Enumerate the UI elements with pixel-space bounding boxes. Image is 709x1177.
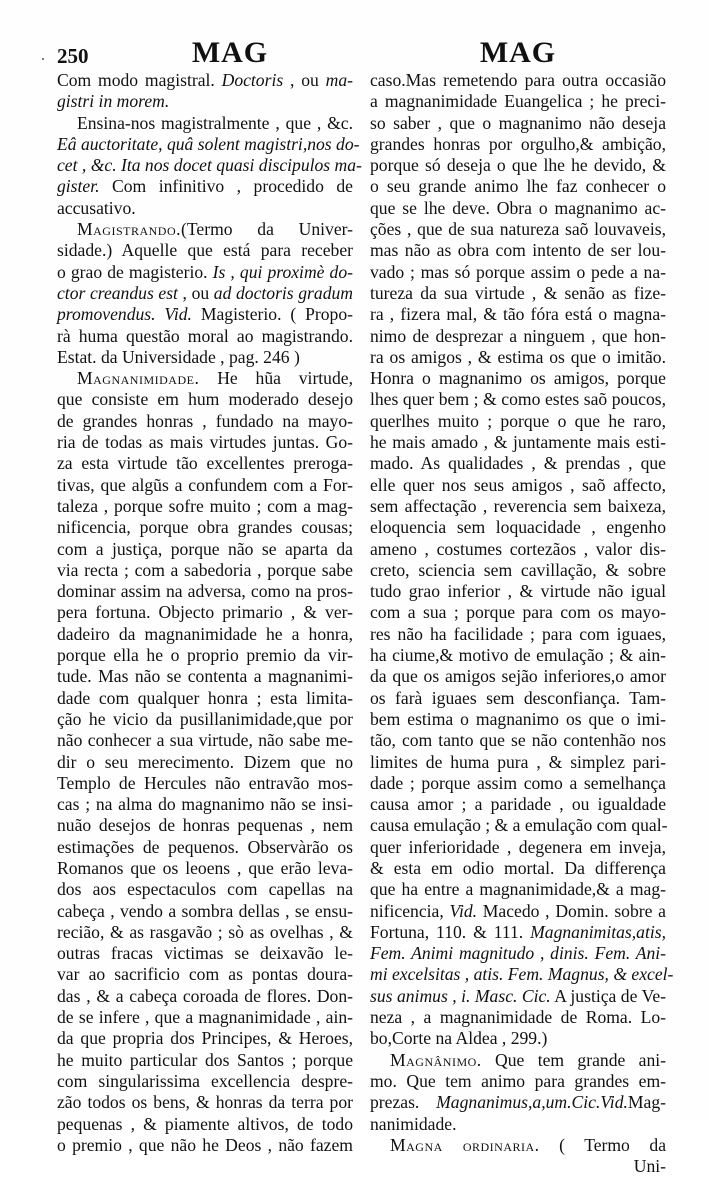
body-text: quer inferioridade , degenera em inveja, bbox=[370, 836, 666, 857]
body-text: (Termo da Univer- bbox=[181, 219, 353, 240]
text-line bbox=[370, 1135, 666, 1156]
body-text: ra , fizera mal, & tão fóra está o magna- bbox=[370, 304, 666, 325]
body-text: caso.Mas remetendo para outra occasião bbox=[370, 70, 666, 90]
body-text: dade com qualquer honra ; esta limita- bbox=[57, 687, 353, 708]
body-text: o grao de magisterio. bbox=[57, 261, 213, 282]
text-line bbox=[370, 645, 666, 666]
body-text: , ou bbox=[177, 282, 214, 303]
text-line bbox=[370, 1007, 666, 1028]
latin-italic-text: Is , qui proximè do- bbox=[212, 261, 353, 282]
text-line bbox=[57, 411, 353, 432]
text-line bbox=[370, 432, 666, 453]
body-text: var ao sacrificio com as pontas doura- bbox=[57, 964, 353, 985]
text-line bbox=[57, 666, 353, 687]
text-line bbox=[57, 964, 353, 985]
text-line bbox=[370, 879, 666, 900]
text-line bbox=[57, 645, 353, 666]
text-line bbox=[57, 133, 360, 155]
text-line bbox=[370, 240, 666, 261]
body-text: dominar assim na adversa, como na pros- bbox=[57, 581, 353, 602]
body-text: bem estima o magnanimo os que o imi- bbox=[370, 708, 666, 729]
text-line bbox=[57, 858, 353, 879]
text-line bbox=[370, 688, 666, 709]
text-line bbox=[370, 581, 666, 602]
latin-italic-text: Eâ auctoritate, quâ solent magistri,nos do- bbox=[57, 133, 360, 154]
body-text: o seu grande animo lhe faz conhecer o bbox=[370, 176, 666, 197]
body-text: tude. Mas não se contenta a magnanimi- bbox=[57, 666, 353, 687]
body-text: He hũa virtude, bbox=[199, 368, 353, 389]
text-line bbox=[57, 837, 353, 858]
latin-italic-text: ctor creandus est bbox=[57, 282, 178, 303]
latin-italic-text: ad doctoris gradum bbox=[213, 282, 354, 303]
body-text: porque só deseja o que lhe he devido, & bbox=[370, 155, 666, 176]
text-line bbox=[370, 624, 666, 645]
text-line bbox=[370, 943, 666, 964]
text-line bbox=[370, 496, 666, 517]
text-line bbox=[370, 1028, 666, 1049]
text-line bbox=[370, 602, 666, 623]
text-line bbox=[57, 262, 353, 283]
text-line bbox=[57, 581, 353, 602]
text-line bbox=[370, 70, 666, 91]
body-text: nificencia, porque obra grandes cousas; bbox=[57, 517, 353, 538]
text-line bbox=[57, 709, 353, 730]
text-line bbox=[57, 283, 353, 304]
body-text: nificencia, bbox=[370, 900, 450, 921]
body-text: accusativo. bbox=[57, 197, 136, 218]
body-text: Mag- bbox=[627, 1092, 666, 1113]
body-text: ( Termo da bbox=[539, 1134, 666, 1155]
text-line bbox=[370, 389, 666, 410]
body-text: Com infinitivo , procedido de bbox=[99, 176, 353, 197]
text-line bbox=[370, 198, 666, 219]
text-line bbox=[370, 1050, 666, 1071]
text-line bbox=[370, 901, 666, 922]
text-line bbox=[370, 539, 666, 560]
body-text: querlhes muito ; porque o que he raro, bbox=[370, 410, 666, 431]
body-text: vado ; mas só porque assim o pede a na- bbox=[370, 261, 666, 282]
text-line bbox=[370, 453, 666, 474]
text-line bbox=[370, 347, 666, 368]
body-text: da que os amigos sejão inferiores,o amor bbox=[370, 666, 666, 687]
text-line bbox=[370, 1071, 666, 1092]
body-text: dos aos espectaculos com capellas na bbox=[57, 879, 353, 900]
text-line bbox=[370, 964, 674, 985]
body-text: tão, com tanto que se não contenhão nos bbox=[370, 730, 666, 751]
text-line bbox=[370, 517, 666, 538]
body-text: so saber , que o magnanimo não deseja bbox=[370, 112, 666, 133]
latin-italic-text: gister. bbox=[57, 176, 100, 197]
body-text: Templo de Hercules não entravão mos- bbox=[57, 772, 353, 793]
text-line bbox=[57, 752, 353, 773]
body-text: dadeiro da magnanimidade he a honra, bbox=[57, 623, 353, 644]
text-line bbox=[57, 155, 362, 176]
text-line bbox=[57, 432, 353, 453]
body-text: recião, & as rasgavão ; sò as ovelhas , & bbox=[57, 921, 353, 942]
body-text: ameno , costumes cortezãos , valor dis- bbox=[370, 538, 666, 559]
text-line bbox=[57, 326, 353, 347]
body-text: não conhecer a sua virtude, não sabe me- bbox=[57, 730, 353, 751]
text-line bbox=[370, 176, 666, 197]
text-line bbox=[370, 1092, 666, 1113]
body-text: cabeça , vendo a sombra dellas , se ensu- bbox=[57, 900, 353, 921]
body-text: de grandes honras , fundado na mayo- bbox=[57, 410, 353, 431]
text-line bbox=[57, 219, 353, 240]
text-line bbox=[370, 219, 666, 240]
body-text: & esta em odio mortal. Da differença bbox=[370, 857, 666, 878]
body-text: Com modo magistral. bbox=[57, 70, 222, 90]
body-text: sidade.) Aquelle que está para receber bbox=[57, 240, 353, 261]
text-line bbox=[57, 1135, 353, 1156]
text-line bbox=[57, 986, 353, 1007]
body-text: porque ella he o proprio premio da vir- bbox=[57, 645, 353, 666]
latin-italic-text: mi excelsitas , atis. Fem. Magnus, & excel- bbox=[370, 964, 674, 985]
text-line bbox=[57, 794, 353, 815]
body-text: Ensina-nos magistralmente , que , &c. bbox=[77, 112, 353, 133]
text-line bbox=[370, 666, 666, 687]
body-text: das , & a cabeça coroada de flores. Don- bbox=[57, 985, 353, 1006]
text-line bbox=[370, 304, 666, 325]
body-text: zão todos os bens, & honras da terra por bbox=[57, 1092, 353, 1113]
text-line bbox=[57, 1092, 353, 1113]
body-text: mas não as obra com intento de ser lou- bbox=[370, 240, 666, 261]
latin-italic-text: Magnanimus,a,um.Cic.Vid. bbox=[436, 1092, 628, 1113]
text-line bbox=[370, 1156, 666, 1177]
body-text: , ou bbox=[283, 70, 326, 90]
text-line bbox=[57, 879, 353, 900]
print-speck bbox=[42, 58, 44, 60]
text-line bbox=[57, 389, 353, 410]
body-text: creto, sciencia sem cavillação, & sobre bbox=[370, 559, 666, 580]
body-text: Uni- bbox=[633, 1156, 666, 1177]
text-line bbox=[57, 517, 353, 538]
body-text: pera fortuna. Objecto primario , & ver- bbox=[57, 602, 353, 623]
text-line bbox=[57, 475, 353, 496]
headword: Magnanimidade. bbox=[77, 368, 200, 389]
text-line bbox=[370, 326, 666, 347]
body-text: rà huma questão moral ao magistrando. bbox=[57, 325, 353, 346]
right-text-column bbox=[370, 70, 674, 1177]
body-text: Que tem grande ani- bbox=[481, 1049, 666, 1070]
body-text: ção he vicio da pusillanimidade,que por bbox=[57, 708, 353, 729]
text-line bbox=[57, 560, 353, 581]
text-line bbox=[370, 837, 666, 858]
body-text: limites de huma pura , & simplez pari- bbox=[370, 751, 666, 772]
body-text: res não ha facilidade ; para com iguaes, bbox=[370, 623, 666, 644]
text-line bbox=[57, 624, 353, 645]
text-line bbox=[370, 283, 666, 304]
body-text: he mais amado , & juntamente mais esti- bbox=[370, 432, 666, 453]
body-text: nanimidade. bbox=[370, 1113, 457, 1134]
body-text: a magnanimidade Euangelica ; he preci- bbox=[370, 91, 666, 112]
text-line bbox=[57, 453, 353, 474]
text-line bbox=[370, 709, 666, 730]
headword: Magna ordinaria. bbox=[390, 1134, 540, 1155]
body-text: ções , que de sua natureza saõ louvaveis, bbox=[370, 219, 666, 240]
latin-italic-text: cet , &c. Ita nos docet quasi discipulos ma- bbox=[57, 155, 362, 176]
body-text: ra os amigos , & estima os que o imitão. bbox=[370, 346, 666, 367]
text-line bbox=[370, 730, 666, 751]
text-line bbox=[370, 560, 666, 581]
latin-italic-text: ma- bbox=[325, 70, 354, 90]
text-line bbox=[370, 113, 666, 134]
text-line bbox=[57, 176, 353, 197]
text-line bbox=[370, 773, 666, 794]
body-text: mado. As qualidades , & prendas , que bbox=[370, 453, 666, 474]
text-line bbox=[57, 368, 353, 389]
text-line bbox=[57, 539, 353, 560]
text-line bbox=[370, 752, 666, 773]
body-text: com singularissima excellencia despre- bbox=[57, 1070, 353, 1091]
latin-italic-text: Fem. Animi magnitudo , dinis. Fem. Ani- bbox=[370, 943, 666, 964]
body-text: que ha entre a magnanimidade,& a mag- bbox=[370, 879, 666, 900]
body-text: Macedo , Domin. sobre a bbox=[477, 900, 666, 921]
body-text: os farà iguaes sem desconfiança. Tam- bbox=[370, 687, 666, 708]
body-text: he muito particular dos Santos ; porque bbox=[57, 1049, 353, 1070]
body-text: lhes quer bem ; & como estes saõ poucos, bbox=[370, 389, 666, 410]
body-text: mo. Que tem animo para grandes em- bbox=[370, 1070, 666, 1091]
body-text: de se infere , que a magnanimidade , ain- bbox=[57, 1007, 353, 1028]
body-text: causa amor ; a paridade , ou igualdade bbox=[370, 794, 666, 815]
body-text: Honra o magnanimo os amigos, porque bbox=[370, 368, 666, 389]
body-text: com a justiça, porque não se aparta da bbox=[57, 538, 353, 559]
body-text: via recta ; com a sabedoria , porque sabe bbox=[57, 559, 353, 580]
body-text: A justiça de Ve- bbox=[550, 985, 666, 1006]
text-line bbox=[57, 730, 353, 751]
text-line bbox=[370, 815, 666, 836]
text-line bbox=[57, 1050, 353, 1071]
body-text: grandes honras por orgulho,& ambição, bbox=[370, 133, 666, 154]
page-number: 250 bbox=[57, 44, 89, 68]
latin-italic-text: Vid. bbox=[449, 900, 478, 921]
text-line bbox=[370, 475, 666, 496]
body-text: que consiste em hum moderado desejo bbox=[57, 389, 353, 410]
text-line bbox=[370, 922, 666, 943]
body-text: neza , a magnanimidade de Roma. Lo- bbox=[370, 1007, 666, 1028]
body-text: tudo grao inferior , & virtude não igual bbox=[370, 581, 666, 602]
body-text: Magisterio. ( Propo- bbox=[191, 304, 354, 325]
body-text: ha ciume,& motivo de emulação ; & ain- bbox=[370, 645, 666, 666]
text-line bbox=[57, 773, 353, 794]
text-line bbox=[57, 1007, 353, 1028]
text-line bbox=[370, 134, 666, 155]
text-line bbox=[57, 240, 353, 261]
text-line bbox=[370, 262, 666, 283]
text-line bbox=[57, 901, 353, 922]
body-text: Estat. da Universidade , pag. 246 ) bbox=[57, 346, 300, 367]
body-text: taleza , porque sofre muito ; com a mag- bbox=[57, 495, 353, 516]
text-line bbox=[57, 91, 353, 112]
text-line bbox=[370, 411, 666, 432]
body-text: outras fracas victimas se deixavão le- bbox=[57, 943, 353, 964]
text-line bbox=[57, 1071, 353, 1092]
latin-italic-text: promovendus. Vid. bbox=[57, 304, 192, 325]
body-text: elle quer nos seus amigos , saõ affecto, bbox=[370, 474, 666, 495]
text-line bbox=[57, 1114, 353, 1135]
latin-italic-text: Doctoris bbox=[221, 70, 284, 90]
text-line bbox=[370, 91, 666, 112]
body-text: za esta virtude tão excellentes preroga- bbox=[57, 453, 353, 474]
body-text: cas ; na alma do magnanimo não se insi- bbox=[57, 794, 353, 815]
text-line bbox=[370, 794, 666, 815]
text-line bbox=[57, 922, 353, 943]
body-text: eloquencia sem loquacidade , engenho bbox=[370, 517, 666, 538]
body-text: da que propria dos Principes, & Heroes, bbox=[57, 1028, 353, 1049]
text-line bbox=[370, 858, 666, 879]
running-head-right: MAG bbox=[479, 36, 557, 69]
headword: Magnânimo. bbox=[390, 1049, 482, 1070]
text-line bbox=[57, 815, 353, 836]
body-text: sem affectação , reverencia sem baixeza, bbox=[370, 495, 666, 516]
body-text: o premio , que não he Deos , não fazem bbox=[57, 1134, 353, 1155]
text-line bbox=[57, 70, 353, 91]
text-line bbox=[370, 368, 666, 389]
text-line bbox=[370, 1114, 666, 1135]
running-head-left: MAG bbox=[191, 36, 269, 69]
body-text: tivas, que algũs a confundem com a For- bbox=[57, 474, 353, 495]
latin-italic-text: sus animus , i. Masc. Cic. bbox=[370, 985, 551, 1006]
body-text: dade ; porque assim como a semelhança bbox=[370, 772, 666, 793]
body-text: tureza da sua virtude , & senão as fize- bbox=[370, 282, 666, 303]
text-line bbox=[370, 986, 666, 1007]
text-line bbox=[57, 602, 353, 623]
body-text: pequenas , & piamente altivos, de todo bbox=[57, 1113, 353, 1134]
text-line bbox=[57, 198, 353, 219]
left-text-column bbox=[57, 70, 362, 1156]
body-text: causa emulação ; & a emulação com qual- bbox=[370, 815, 668, 836]
body-text: dir o seu merecimento. Dizem que no bbox=[57, 751, 353, 772]
body-text: Romanos que os leoens , que erão leva- bbox=[57, 857, 353, 878]
body-text: nuão desejos de honras pequenas , nem bbox=[57, 815, 353, 836]
body-text: que se lhe deve. Obra o magnanimo ac- bbox=[370, 197, 666, 218]
body-text: Fortuna, 110. & 111. bbox=[370, 921, 531, 942]
text-line bbox=[57, 943, 353, 964]
text-line bbox=[57, 1028, 353, 1049]
latin-italic-text: gistri in morem. bbox=[57, 91, 170, 112]
latin-italic-text: Magnanimitas,atis, bbox=[530, 921, 666, 942]
text-line bbox=[370, 155, 666, 176]
headword: Magistrando. bbox=[77, 219, 182, 240]
body-text: estimações de pequenos. Observàrão os bbox=[57, 836, 353, 857]
text-line bbox=[57, 688, 353, 709]
body-text: bo,Corte na Aldea , 299.) bbox=[370, 1028, 548, 1049]
body-text: com a sua ; porque para com os mayo- bbox=[370, 602, 666, 623]
body-text: nimo de desprezar a ninguem , que hon- bbox=[370, 325, 666, 346]
text-line bbox=[57, 304, 353, 325]
text-line bbox=[57, 496, 353, 517]
body-text: ria de todas as mais virtudes juntas. Go- bbox=[57, 432, 353, 453]
text-line bbox=[57, 113, 353, 134]
text-line bbox=[57, 347, 353, 368]
body-text: prezas. bbox=[370, 1092, 437, 1113]
